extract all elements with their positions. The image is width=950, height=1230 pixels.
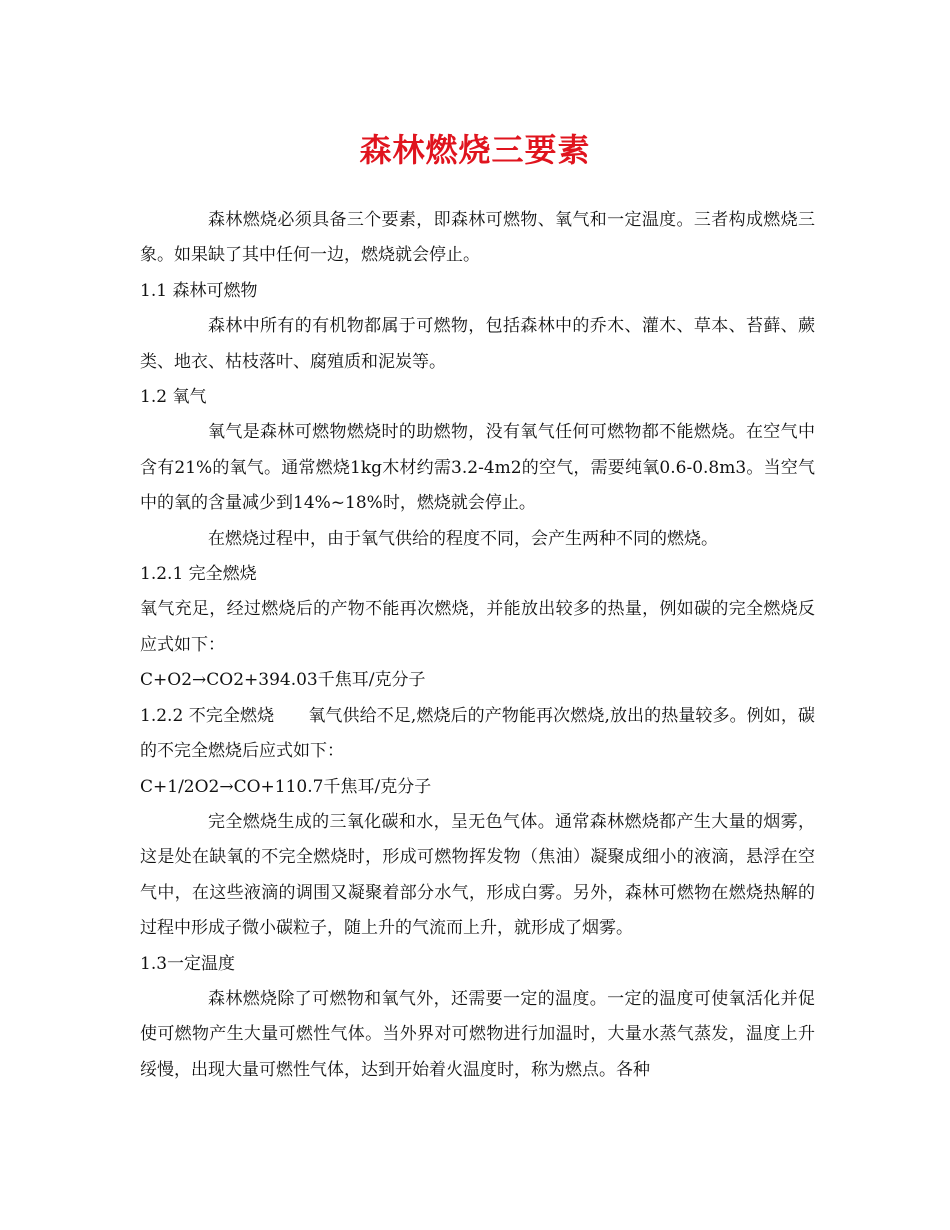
section-heading-1-3: 1.3一定温度 — [140, 953, 236, 974]
incomplete-combustion-equation: C+1/2O2→CO+110.7千焦耳/克分子 — [140, 776, 432, 797]
section-heading-1-2-1: 1.2.1 完全燃烧 — [140, 564, 257, 585]
temperature-paragraph: 森林燃烧除了可燃物和氧气外，还需要一定的温度。一定的温度可使氧活化并促使可燃物产生大量可燃性气体。当外界对可燃物进行加温时，大量水蒸气蒸发，温度上升绥慢，出现大量可燃性气体，达到开始着火温度时，称为燃点。各种 — [140, 988, 815, 1080]
document-body — [140, 203, 815, 1088]
oxygen-paragraph: 氧气是森林可燃物燃烧时的助燃物，没有氧气任何可燃物都不能燃烧。在空气中含有21%的氧气。通常燃烧1kg木材约需3.2-4m2的空气，需要纯氧0.6-0.8m3。当空气中的氧的含量减少到14%~18%时，燃烧就会停止。 — [140, 422, 815, 514]
complete-combustion-paragraph: 氧气充足，经过燃烧后的产物不能再次燃烧，并能放出较多的热量，例如碳的完全燃烧反应式如下： — [140, 599, 815, 655]
section-heading-1-1: 1.1 森林可燃物 — [140, 280, 258, 301]
section-heading-1-2-2: 1.2.2 不完全燃烧 — [140, 705, 275, 726]
incomplete-combustion-text: 氧气供给不足,燃烧后的产物能再次燃烧,放出的热量较多。例如，碳的不完全燃烧后应式如下： — [140, 705, 815, 762]
complete-combustion-equation: C+O2→CO2+394.03千焦耳/克分子 — [140, 670, 426, 691]
combustibles-paragraph: 森林中所有的有机物都属于可燃物，包括森林中的乔木、灌木、草本、苔藓、蕨类、地衣、枯枝落叶、腐殖质和泥炭等。 — [140, 316, 815, 372]
combustion-types-paragraph: 在燃烧过程中，由于氧气供给的程度不同，会产生两种不同的燃烧。 — [208, 528, 718, 549]
section-heading-1-2: 1.2 氧气 — [140, 387, 207, 408]
incomplete-combustion-paragraph — [140, 699, 815, 770]
document-title: 森林燃烧三要素 — [359, 131, 591, 169]
intro-paragraph: 森林燃烧必须具备三个要素，即森林可燃物、氧气和一定温度。三者构成燃烧三象。如果缺了其中任何一边，燃烧就会停止。 — [140, 210, 815, 266]
smoke-paragraph: 完全燃烧生成的三氧化碳和水，呈无色气体。通常森林燃烧都产生大量的烟雾，这是处在缺氧的不完全燃烧时，形成可燃物挥发物（焦油）凝聚成细小的液滴，悬浮在空气中，在这些液滴的调围又凝聚着部分水气，形成白雾。另外，森林可燃物在燃烧热解的过程中形成子微小碳粒子，随上升的气流而上升，就形成了烟雾。 — [140, 811, 815, 939]
